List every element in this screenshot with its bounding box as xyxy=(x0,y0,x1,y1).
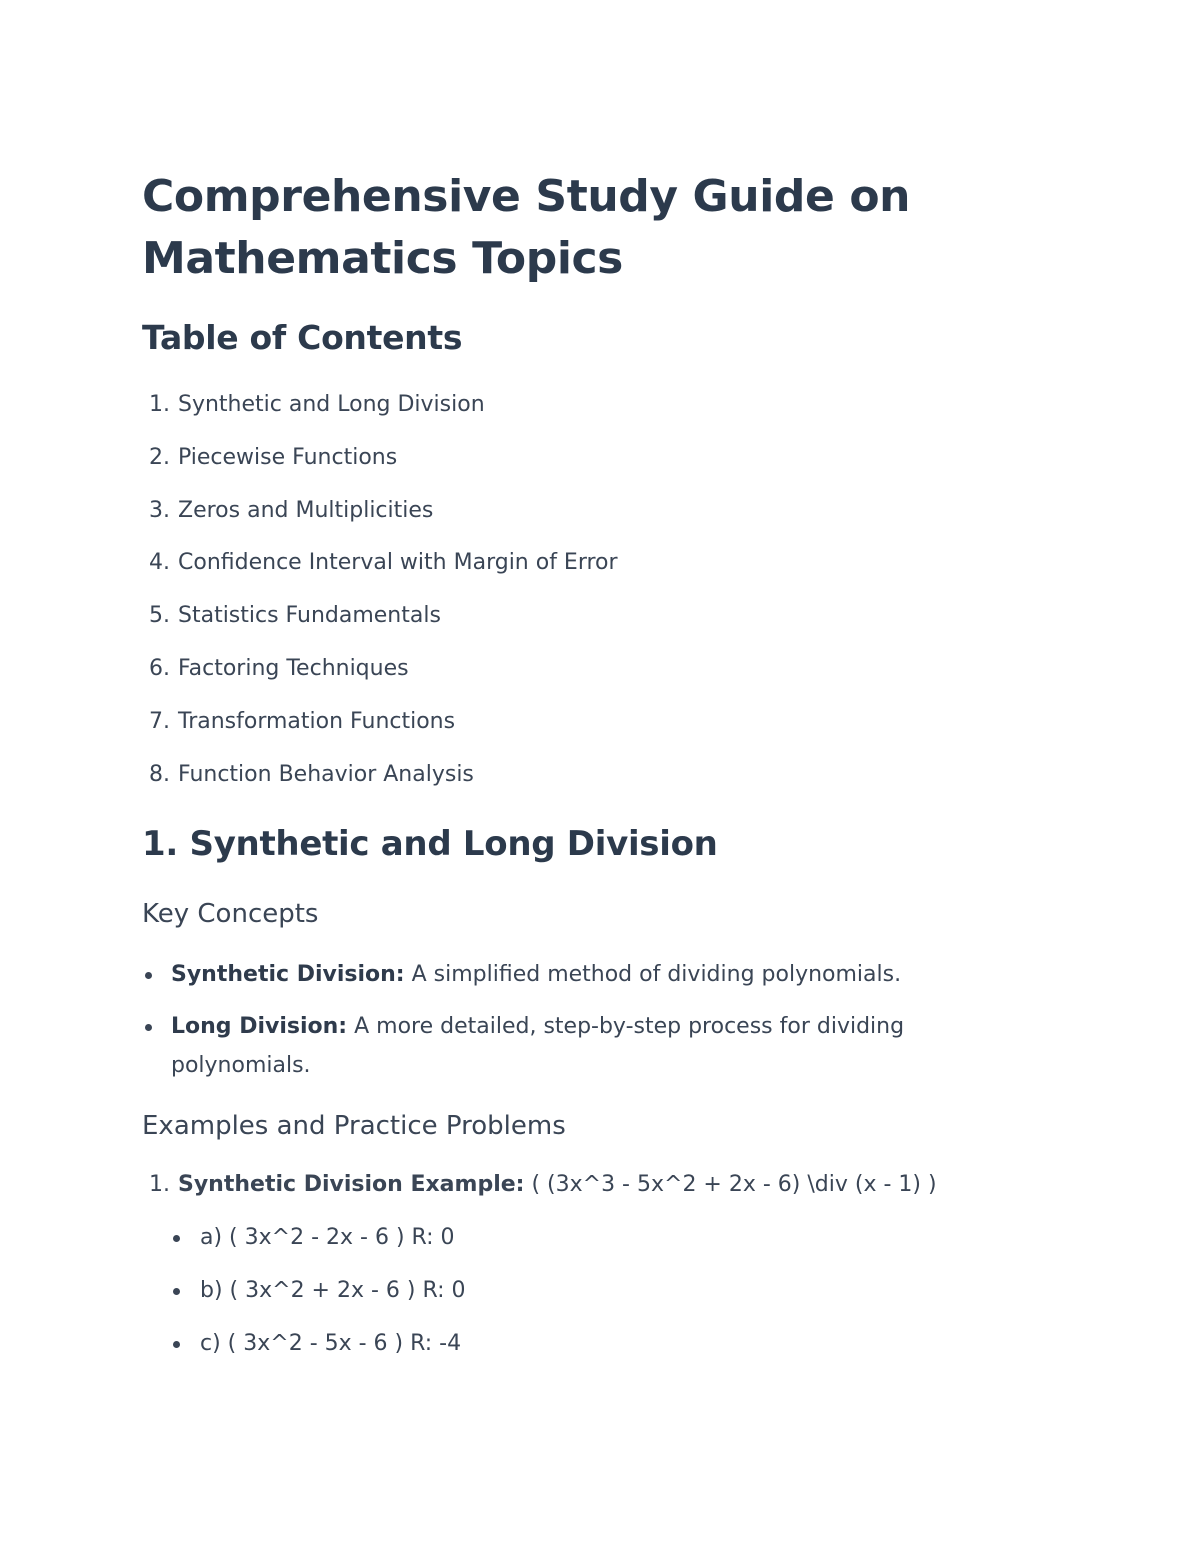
answer-choice xyxy=(170,1270,466,1323)
toc-item-number: 6. xyxy=(149,655,170,681)
toc-item xyxy=(142,384,618,437)
toc-item xyxy=(142,437,618,490)
toc-item-label: Factoring Techniques xyxy=(178,655,409,681)
toc-item xyxy=(142,701,618,754)
table-of-contents xyxy=(142,384,618,806)
answer-choice xyxy=(170,1323,466,1376)
list-item xyxy=(142,1006,1002,1087)
toc-item-number: 8. xyxy=(149,761,170,787)
concept-term: Long Division: xyxy=(171,1014,348,1039)
toc-heading: Table of Contents xyxy=(142,318,463,357)
toc-item-label: Zeros and Multiplicities xyxy=(178,497,434,523)
toc-item xyxy=(142,490,618,543)
problem-text: ( (3x^3 - 5x^2 + 2x - 6) \div (x - 1) ) xyxy=(524,1172,937,1197)
concept-text: A more detailed, step-by-step process for dividing xyxy=(347,1014,905,1039)
toc-item-number: 4. xyxy=(149,550,170,576)
toc-item-label: Statistics Fundamentals xyxy=(178,603,441,629)
practice-problem xyxy=(142,1164,937,1206)
answer-text: a) ( 3x^2 - 2x - 6 ) R: 0 xyxy=(200,1225,455,1250)
toc-item xyxy=(142,754,618,807)
list-item xyxy=(142,954,1002,996)
toc-item-label: Transformation Functions xyxy=(178,708,456,734)
answer-choice xyxy=(170,1217,466,1270)
toc-item-label: Piecewise Functions xyxy=(178,444,398,470)
toc-item-label: Function Behavior Analysis xyxy=(178,761,474,787)
toc-item-number: 2. xyxy=(149,444,170,470)
bullet-icon xyxy=(173,1341,180,1348)
toc-item-number: 5. xyxy=(149,603,170,629)
key-concepts-list xyxy=(142,954,1002,1097)
answer-choices xyxy=(170,1217,466,1376)
bullet-icon xyxy=(173,1288,180,1295)
toc-item-number: 1. xyxy=(149,392,170,417)
bullet-icon xyxy=(145,972,152,979)
answer-text: b) ( 3x^2 + 2x - 6 ) R: 0 xyxy=(200,1278,466,1303)
toc-item-number: 7. xyxy=(149,708,170,734)
problem-number: 1. xyxy=(149,1172,170,1197)
concept-text: A simplified method of dividing polynomials. xyxy=(404,962,902,987)
concept-text-continued: polynomials. xyxy=(171,1053,311,1078)
toc-item-label: Synthetic and Long Division xyxy=(178,392,485,417)
toc-item-label: Confidence Interval with Margin of Error xyxy=(178,550,618,576)
document-title: Comprehensive Study Guide on Mathematics Topics xyxy=(142,171,911,284)
key-concepts-heading: Key Concepts xyxy=(142,899,319,929)
concept-term: Synthetic Division: xyxy=(171,962,405,987)
toc-item xyxy=(142,648,618,701)
bullet-icon xyxy=(145,1024,152,1031)
section-heading: 1. Synthetic and Long Division xyxy=(142,824,718,864)
toc-item xyxy=(142,595,618,648)
examples-heading: Examples and Practice Problems xyxy=(142,1111,566,1141)
bullet-icon xyxy=(173,1235,180,1242)
toc-item-number: 3. xyxy=(149,497,170,523)
problem-term: Synthetic Division Example: xyxy=(178,1172,525,1197)
toc-item xyxy=(142,542,618,595)
answer-text: c) ( 3x^2 - 5x - 6 ) R: -4 xyxy=(200,1331,462,1356)
